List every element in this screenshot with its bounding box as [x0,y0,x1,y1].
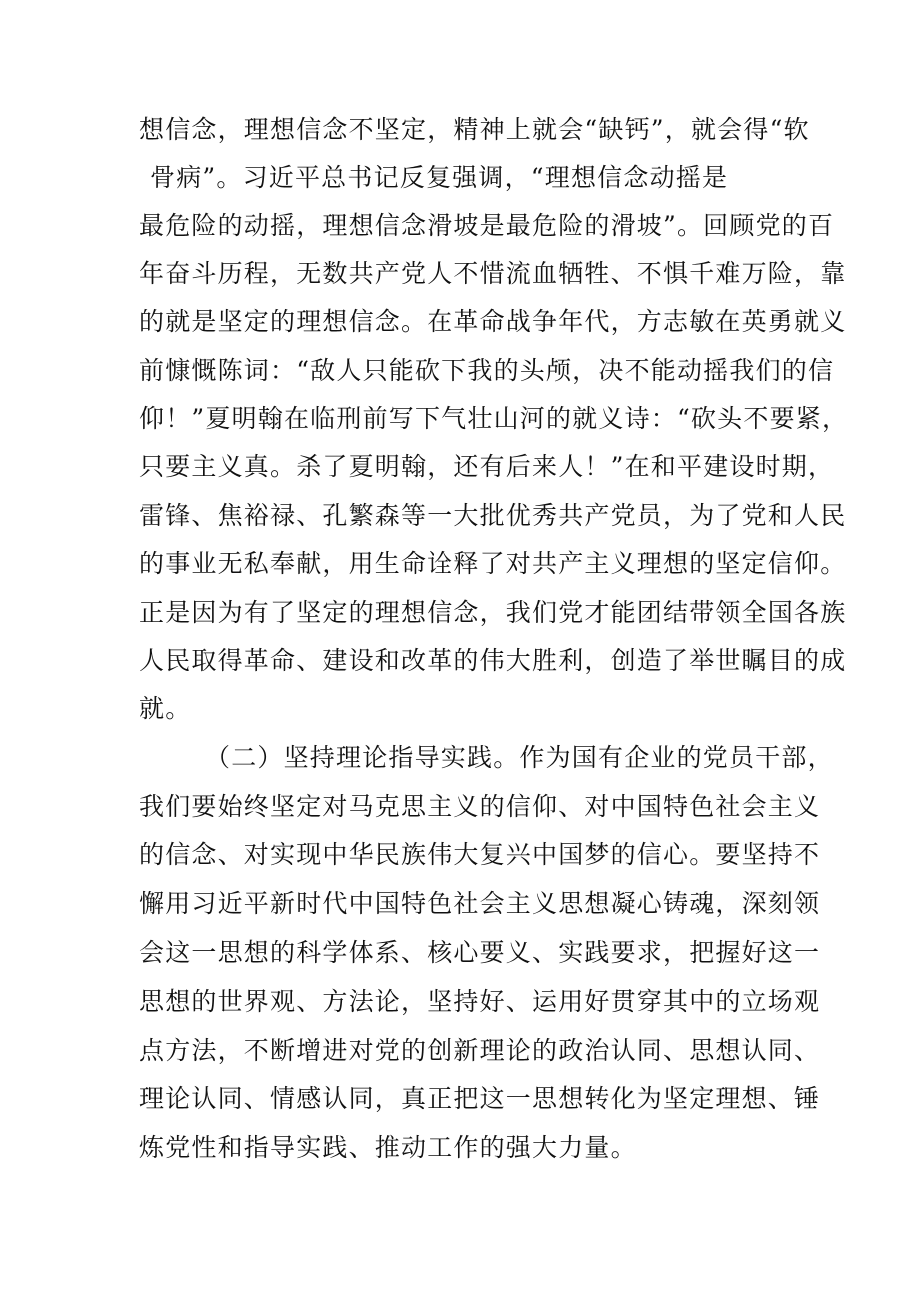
text-line: 只要主义真。杀了夏明翰，还有后来人！”在和平建设时期， [139,452,835,481]
text-line: 前慷慨陈词：“敌人只能砍下我的头颅，决不能动摇我们的信 [139,356,835,385]
text-line: 人民取得革命、建设和改革的伟大胜利，创造了举世瞩目的成 [139,646,847,675]
text-line: 就。 [139,694,192,723]
text-line: 我们要始终坚定对马克思主义的信仰、对中国特色社会主义 [139,792,821,821]
text-line: 想信念，理想信念不坚定，精神上就会“缺钙”，就会得“软 [139,115,810,144]
text-line: 年奋斗历程，无数共产党人不惜流血牺牲、不惧千难万险，靠 [139,259,847,288]
text-line: 雷锋、焦裕禄、孔繁森等一大批优秀共产党员，为了党和人民 [139,501,847,530]
text-line: 理论认同、情感认同，真正把这一思想转化为坚定理想、锤 [139,1084,821,1113]
text-line: 最危险的动摇，理想信念滑坡是最危险的滑坡”。回顾党的百 [139,211,835,240]
text-line: 的信念、对实现中华民族伟大复兴中国梦的信心。要坚持不 [139,840,821,869]
text-line: 炼党性和指导实践、推动工作的强大力量。 [139,1133,637,1162]
text-line: 点方法，不断增进对党的创新理论的政治认同、思想认同、 [139,1036,821,1065]
text-line: 思想的世界观、方法论，坚持好、运用好贯穿其中的立场观 [139,987,821,1016]
text-line: 骨病”。习近平总书记反复强调，“理想信念动摇是 [150,163,729,192]
text-line: 仰！”夏明翰在临刑前写下气壮山河的就义诗：“砍头不要紧， [139,404,849,433]
text-line: 懈用习近平新时代中国特色社会主义思想凝心铸魂，深刻领 [139,889,821,918]
text-line: 会这一思想的科学体系、核心要义、实践要求，把握好这一 [139,938,821,967]
text-line: 正是因为有了坚定的理想信念，我们党才能团结带领全国各族 [139,598,847,627]
text-line: 的就是坚定的理想信念。在革命战争年代，方志敏在英勇就义 [139,307,847,336]
section-heading-line: （二）坚持理论指导实践。作为国有企业的党员干部， [205,743,834,772]
text-line: 的事业无私奉献，用生命诠释了对共产主义理想的坚定信仰。 [139,549,847,578]
